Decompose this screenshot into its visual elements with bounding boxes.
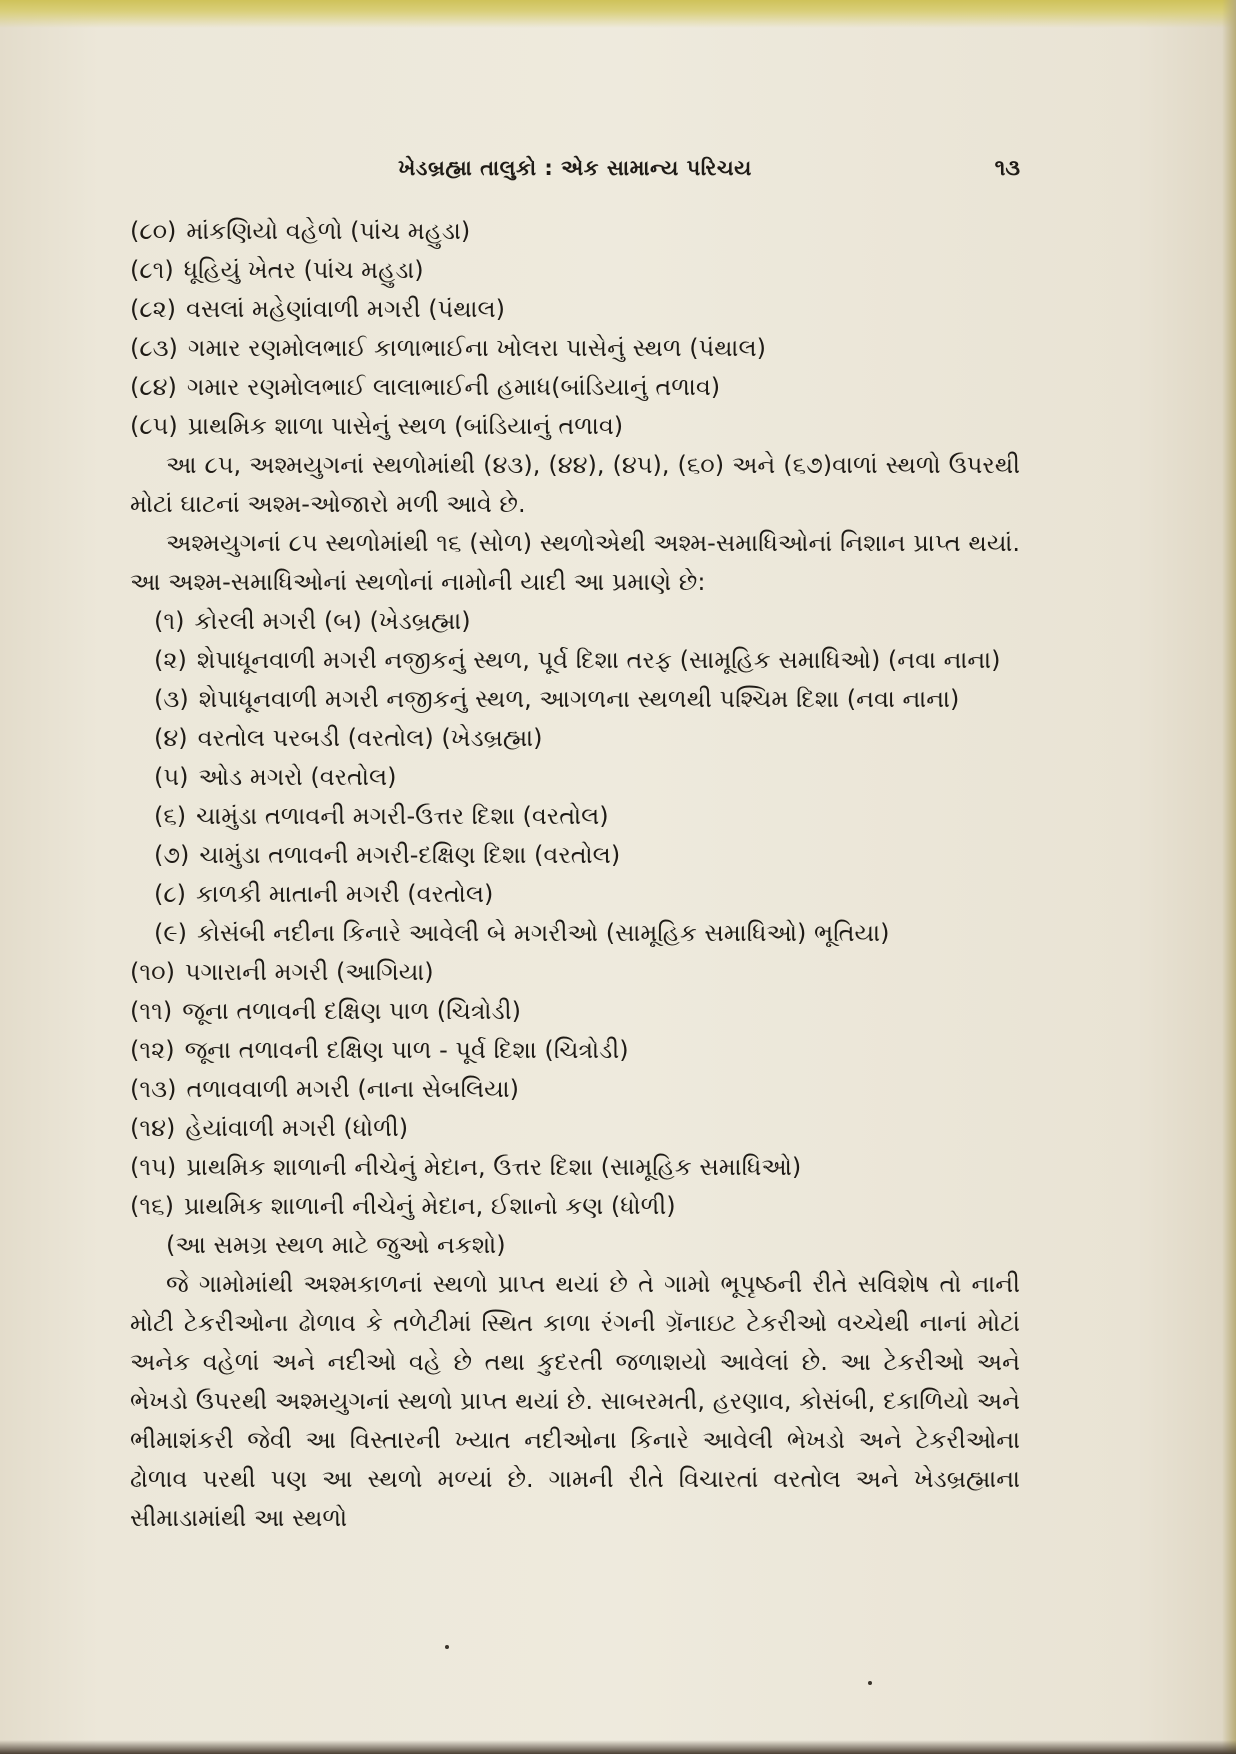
item-number: (૧): [154, 607, 185, 635]
item-text: પ્રાથમિક શાળાની નીચેનું મેદાન, ઈશાનો કણ (ધોળી): [183, 1192, 676, 1220]
item-number: (૫): [154, 763, 189, 791]
list-item: [130, 758, 1020, 797]
item-text: કોસંબી નદીના કિનારે આવેલી બે મગરીઓ (સામૂહિક સમાધિઓ) ભૂતિયા): [196, 919, 890, 947]
page-bottom-edge: [0, 1740, 1236, 1754]
item-number: (૮૪): [130, 373, 177, 401]
item-number: (૮): [154, 880, 186, 908]
item-text: વરતોલ પરબડી (વરતોલ) (ખેડબ્રહ્મા): [197, 724, 543, 752]
page-top-edge: [0, 0, 1236, 28]
item-text: ઓડ મગરો (વરતોલ): [198, 763, 397, 791]
item-number: (૮૦): [130, 217, 177, 245]
item-text: ગમાર રણમોલભાઈ લાલાભાઈની હમાધ(બાંડિયાનું તળાવ): [186, 373, 721, 401]
site-list-continued: [130, 212, 1020, 446]
burial-site-list: [130, 602, 1020, 1226]
item-text: વસલાં મહેણાંવાળી મગરી (પંથાલ): [186, 295, 506, 323]
list-item: [130, 368, 1020, 407]
print-speck: [868, 1681, 872, 1685]
item-number: (૮૩): [130, 334, 178, 362]
list-item: [130, 1148, 1020, 1187]
item-number: (૨): [154, 646, 187, 674]
list-item: [130, 602, 1020, 641]
list-item: [130, 875, 1020, 914]
list-item: [130, 992, 1020, 1031]
item-number: (૮૫): [130, 412, 178, 440]
item-text: પ્રાથમિક શાળાની નીચેનું મેદાન, ઉત્તર દિશા (સામૂહિક સમાધિઓ): [186, 1153, 802, 1181]
item-number: (૮૧): [130, 256, 174, 284]
page-body: [130, 212, 1020, 1538]
item-number: (૯): [154, 919, 187, 947]
item-text: શેપાધૂનવાળી મગરી નજીકનું સ્થળ, આગળના સ્થળથી પશ્ચિમ દિશા (નવા નાના): [198, 685, 960, 713]
list-item: [130, 290, 1020, 329]
list-item: [130, 719, 1020, 758]
print-speck: [445, 1645, 449, 1649]
list-item: [130, 797, 1020, 836]
item-text: તળાવવાળી મગરી (નાના સેબલિયા): [186, 1075, 520, 1103]
page-right-edge: [1222, 0, 1236, 1754]
item-text: કોરલી મગરી (બ) (ખેડબ્રહ્મા): [194, 607, 471, 635]
paragraph: આ ૮૫, અશ્મયુગનાં સ્થળોમાંથી (૪૩), (૪૪), (૪૫), (૬૦) અને (૬૭)વાળાં સ્થળો ઉપરથી મોટાં ઘાટનાં અશ્મ-ઓજારો મળી આવે છે.: [130, 451, 1020, 518]
item-text: કાળકી માતાની મગરી (વરતોલ): [195, 880, 494, 908]
item-number: (૩): [154, 685, 189, 713]
paragraph: જે ગામોમાંથી અશ્મકાળનાં સ્થળો પ્રાપ્ત થયાં છે તે ગામો ભૂપૃષ્ઠની રીતે સવિશેષ તો નાની મોટી ટેકરીઓના ઢોળાવ કે તળેટીમાં સ્થિત કાળા રંગની ગ્રૅનાઇટ ટેકરીઓ વચ્ચેથી નાનાં મોટાં અનેક વહેળાં અને નદીઓ વહે છે તથા કુદરતી જળાશયો આવેલાં છે. આ ટેકરીઓ અને ભેખડો ઉપરથી અશ્મયુગનાં સ્થળો પ્રાપ્ત થયાં છે. સાબરમતી, હરણાવ, કોસંબી, દકાળિયો અને ભીમાશંકરી જેવી આ વિસ્તારની ખ્યાત નદીઓના કિનારે આવેલી ભેખડો અને ટેકરીઓના ઢોળાવ પરથી પણ આ સ્થળો મળ્યાં છે. ગામની રીતે વિચારતાં વરતોલ અને ખેડબ્રહ્માના સીમાડામાંથી આ સ્થળો: [130, 1270, 1020, 1532]
page-number: ૧૩: [994, 156, 1020, 181]
item-text: હેયાંવાળી મગરી (ધોળી): [185, 1114, 409, 1142]
item-text: ધૂહિયું ખેતર (પાંચ મહુડા): [183, 256, 424, 284]
list-item: [130, 953, 1020, 992]
item-text: ચામુંડા તળાવની મગરી-ઉત્તર દિશા (વરતોલ): [196, 802, 609, 830]
list-item: [130, 407, 1020, 446]
running-title: ખેડબ્રહ્મા તાલુકો : એક સામાન્ય પરિચય: [398, 156, 752, 180]
item-text: ચામુંડા તળાવની મગરી-દક્ષિણ દિશા (વરતોલ): [199, 841, 621, 869]
item-number: (૧૦): [130, 958, 175, 986]
item-number: (૧૩): [130, 1075, 177, 1103]
page-header: [130, 156, 1020, 188]
item-text: પ્રાથમિક શાળા પાસેનું સ્થળ (બાંડિયાનું તળાવ): [187, 412, 624, 440]
item-text: જૂના તળાવની દક્ષિણ પાળ (ચિત્રોડી): [182, 997, 521, 1025]
item-number: (૭): [154, 841, 190, 869]
paragraph: અશ્મયુગનાં ૮૫ સ્થળોમાંથી ૧૬ (સોળ) સ્થળોએથી અશ્મ-સમાધિઓનાં નિશાન પ્રાપ્ત થયાં. આ અશ્મ-સમાધિઓનાં સ્થળોનાં નામોની યાદી આ પ્રમાણે છે:: [130, 529, 1020, 596]
list-item: [130, 212, 1020, 251]
list-item: [130, 641, 1020, 680]
item-text: પગારાની મગરી (આગિયા): [184, 958, 434, 986]
item-number: (૬): [154, 802, 187, 830]
item-text: માંકણિયો વહેળો (પાંચ મહુડા): [186, 217, 471, 245]
item-number: (૪): [154, 724, 188, 752]
list-item: [130, 329, 1020, 368]
list-item: [130, 914, 1020, 953]
list-item: [130, 1070, 1020, 1109]
item-text: જૂના તળાવની દક્ષિણ પાળ - પૂર્વ દિશા (ચિત્રોડી): [184, 1036, 629, 1064]
item-number: (૧૬): [130, 1192, 174, 1220]
list-item: [130, 1187, 1020, 1226]
item-number: (૮૨): [130, 295, 177, 323]
list-item: [130, 251, 1020, 290]
map-note: (આ સમગ્ર સ્થળ માટે જુઓ નકશો): [166, 1231, 506, 1259]
item-text: શેપાધૂનવાળી મગરી નજીકનું સ્થળ, પૂર્વ દિશા તરફ (સામૂહિક સમાધિઓ) (નવા નાના): [196, 646, 1001, 674]
list-item: [130, 1109, 1020, 1148]
list-item: [130, 836, 1020, 875]
item-number: (૧૫): [130, 1153, 177, 1181]
item-number: (૧૨): [130, 1036, 175, 1064]
list-item: [130, 1031, 1020, 1070]
list-item: [130, 680, 1020, 719]
item-number: (૧૧): [130, 997, 173, 1025]
item-text: ગમાર રણમોલભાઈ કાળાભાઈના ખોલરા પાસેનું સ્થળ (પંથાલ): [187, 334, 766, 362]
item-number: (૧૪): [130, 1114, 176, 1142]
